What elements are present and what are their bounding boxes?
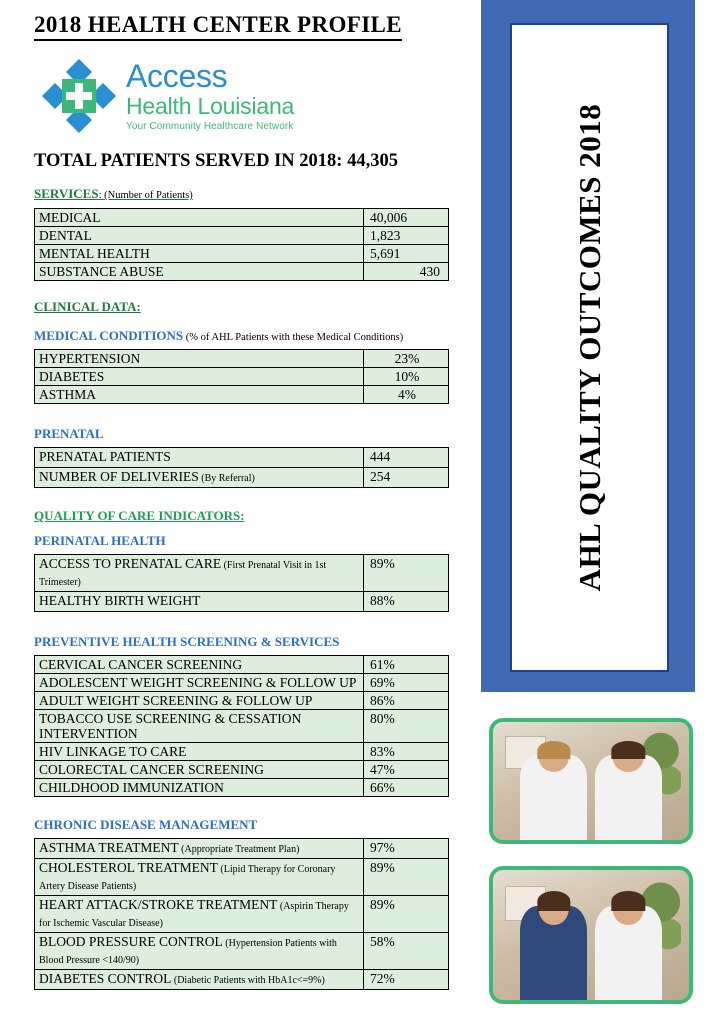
section-heading-prenatal: PRENATAL <box>34 426 104 441</box>
photo-person-right <box>595 906 662 1000</box>
cross-diamond-logo-icon <box>40 57 118 135</box>
table-row <box>35 896 449 933</box>
row-value: 254 <box>364 468 449 488</box>
row-value: 61% <box>364 656 449 674</box>
logo-wordmark <box>126 59 294 132</box>
row-value: 40,006 <box>364 209 449 227</box>
prenatal-table <box>34 447 449 488</box>
row-label-note: (Appropriate Treatment Plan) <box>178 844 300 855</box>
row-label <box>35 933 364 970</box>
row-label <box>35 592 364 612</box>
row-label <box>35 448 364 468</box>
row-value: 58% <box>364 933 449 970</box>
section-heading-chronic-disease: CHRONIC DISEASE MANAGEMENT <box>34 817 258 832</box>
row-value: 69% <box>364 674 449 692</box>
row-label: CERVICAL CANCER SCREENING <box>35 656 364 674</box>
row-label-note: (Lipid Therapy for Coronary Artery Disease Patients) <box>39 864 336 892</box>
organization-logo <box>22 55 442 143</box>
section-heading-preventive-health: PREVENTIVE HEALTH SCREENING & SERVICES <box>34 634 340 649</box>
row-value: 10% <box>364 368 449 386</box>
row-label: TOBACCO USE SCREENING & CESSATION INTERVENTION <box>35 710 364 743</box>
row-label <box>35 859 364 896</box>
row-label: HYPERTENSION <box>35 350 364 368</box>
row-value: 88% <box>364 592 449 612</box>
photo-person-hair <box>612 741 645 760</box>
row-label: DIABETES <box>35 368 364 386</box>
table-row <box>35 368 449 386</box>
perinatal-health-table <box>34 554 449 612</box>
page-title: 2018 HEALTH CENTER PROFILE <box>34 12 402 41</box>
preventive-health-table <box>34 655 449 797</box>
table-row <box>35 710 449 743</box>
row-label-text: DIABETES CONTROL <box>39 971 172 986</box>
row-label: COLORECTAL CANCER SCREENING <box>35 761 364 779</box>
vertical-banner-inner <box>510 23 669 672</box>
row-label: MEDICAL <box>35 209 364 227</box>
section-heading-perinatal-health: PERINATAL HEALTH <box>34 533 166 548</box>
row-label-text: PRENATAL PATIENTS <box>39 449 171 464</box>
chronic-disease-table <box>34 838 449 990</box>
row-label: ADOLESCENT WEIGHT SCREENING & FOLLOW UP <box>35 674 364 692</box>
row-value: 83% <box>364 743 449 761</box>
row-label: HIV LINKAGE TO CARE <box>35 743 364 761</box>
row-label-text: BLOOD PRESSURE CONTROL <box>39 934 223 949</box>
row-label-note: (Aspirin Therapy for Ischemic Vascular Disease) <box>39 901 349 929</box>
medical-conditions-table <box>34 349 449 404</box>
row-label: ASTHMA <box>35 386 364 404</box>
left-column <box>22 12 442 990</box>
table-row <box>35 656 449 674</box>
total-patients-served: TOTAL PATIENTS SERVED IN 2018: 44,305 <box>34 151 398 171</box>
photo-person-hair <box>537 891 570 912</box>
table-row <box>35 674 449 692</box>
row-label-note: (First Prenatal Visit in 1st Trimester) <box>39 560 327 588</box>
row-label: SUBSTANCE ABUSE <box>35 263 364 281</box>
section-heading-quality-of-care: QUALITY OF CARE INDICATORS: <box>34 508 245 523</box>
row-label-text: HEALTHY BIRTH WEIGHT <box>39 593 201 608</box>
row-label-text: HEART ATTACK/STROKE TREATMENT <box>39 897 278 912</box>
row-label-note: (Hypertension Patients with Blood Pressure <140/90) <box>39 938 337 966</box>
row-value: 66% <box>364 779 449 797</box>
row-label <box>35 839 364 859</box>
section-heading-clinical-data: CLINICAL DATA: <box>34 299 141 314</box>
table-row <box>35 468 449 488</box>
section-heading-medical-conditions <box>34 328 442 344</box>
services-heading-text: SERVICES <box>34 186 99 201</box>
row-label: CHILDHOOD IMMUNIZATION <box>35 779 364 797</box>
photo-person-left <box>520 906 587 1000</box>
row-label-note: (Diabetic Patients with HbA1c<=9%) <box>171 975 325 986</box>
logo-tagline: Your Community Healthcare Network <box>126 121 294 132</box>
medical-conditions-heading-text: MEDICAL CONDITIONS <box>34 328 184 343</box>
row-label-note: (By Referral) <box>198 473 255 484</box>
row-value: 4% <box>364 386 449 404</box>
table-row <box>35 933 449 970</box>
table-row <box>35 263 449 281</box>
services-heading-note: : (Number of Patients) <box>98 190 193 201</box>
row-label: MENTAL HEALTH <box>35 245 364 263</box>
row-value: 80% <box>364 710 449 743</box>
services-table <box>34 208 449 281</box>
row-label: DENTAL <box>35 227 364 245</box>
table-row <box>35 227 449 245</box>
row-label: ADULT WEIGHT SCREENING & FOLLOW UP <box>35 692 364 710</box>
row-value: 430 <box>364 263 449 281</box>
row-value: 23% <box>364 350 449 368</box>
photo-clinician-with-patient <box>489 718 693 844</box>
vertical-banner <box>481 0 695 692</box>
table-row <box>35 743 449 761</box>
table-row <box>35 839 449 859</box>
table-row <box>35 386 449 404</box>
row-value: 89% <box>364 555 449 592</box>
row-value: 97% <box>364 839 449 859</box>
row-value: 5,691 <box>364 245 449 263</box>
row-label <box>35 555 364 592</box>
page-bottom-edge <box>0 1020 723 1024</box>
row-label-text: CHOLESTEROL TREATMENT <box>39 860 218 875</box>
row-value: 89% <box>364 896 449 933</box>
table-row <box>35 761 449 779</box>
photo-person-left <box>520 755 587 840</box>
table-row <box>35 779 449 797</box>
row-label <box>35 468 364 488</box>
table-row <box>35 209 449 227</box>
photo-person-right <box>595 755 662 840</box>
table-row <box>35 350 449 368</box>
row-label-text: ACCESS TO PRENATAL CARE <box>39 556 222 571</box>
section-heading-services <box>34 186 193 202</box>
logo-name-line1: Access <box>126 58 228 94</box>
table-row <box>35 592 449 612</box>
photo-person-hair <box>537 741 570 760</box>
row-value: 444 <box>364 448 449 468</box>
photo-clinician-with-patient-hallway <box>489 866 693 1004</box>
table-row <box>35 692 449 710</box>
photo-person-hair <box>612 891 645 912</box>
logo-name-line2: Health Louisiana <box>126 93 295 119</box>
table-row <box>35 555 449 592</box>
row-label-text: NUMBER OF DELIVERIES <box>39 469 199 484</box>
row-value: 86% <box>364 692 449 710</box>
vertical-banner-title: AHL QUALITY OUTCOMES 2018 <box>571 103 607 592</box>
table-row <box>35 448 449 468</box>
row-value: 47% <box>364 761 449 779</box>
row-value: 1,823 <box>364 227 449 245</box>
row-value: 89% <box>364 859 449 896</box>
medical-conditions-note: (% of AHL Patients with these Medical Conditions) <box>183 332 404 343</box>
row-label-text: ASTHMA TREATMENT <box>39 840 179 855</box>
table-row <box>35 970 449 990</box>
table-row <box>35 245 449 263</box>
row-label <box>35 970 364 990</box>
row-label <box>35 896 364 933</box>
table-row <box>35 859 449 896</box>
row-value: 72% <box>364 970 449 990</box>
